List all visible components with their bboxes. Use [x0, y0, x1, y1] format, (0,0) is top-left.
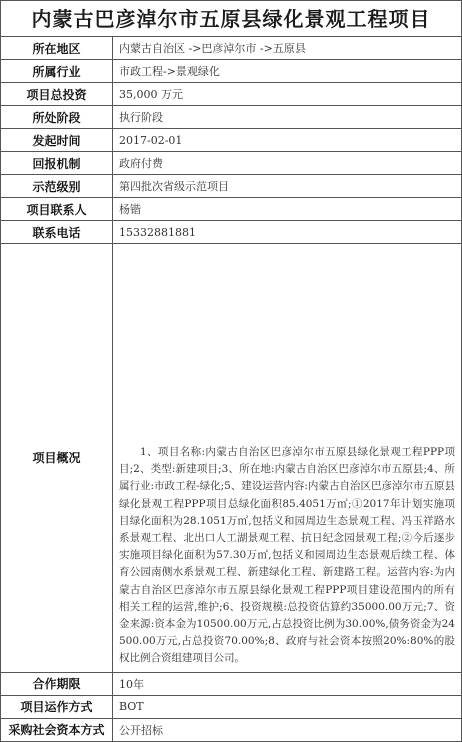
operation-mode-value: BOT — [113, 695, 462, 718]
industry-value: 市政工程->景观绿化 — [113, 60, 462, 83]
return-mechanism-label: 回报机制 — [1, 152, 113, 175]
stage-value: 执行阶段 — [113, 106, 462, 129]
total-investment-label: 项目总投资 — [1, 83, 113, 106]
table-row — [1, 152, 462, 175]
table-row — [1, 60, 462, 83]
total-investment-value: 35,000 万元 — [113, 83, 462, 106]
contact-phone-label: 联系电话 — [1, 221, 113, 244]
industry-label: 所属行业 — [1, 60, 113, 83]
overview-text: 1、项目名称:内蒙古自治区巴彦淖尔市五原县绿化景观工程PPP项目;2、类型:新建项目;3、所在地:内蒙古自治区巴彦淖尔市五原县;4、所属行业:市政工程-绿化;5、建设运营内容:内蒙古自治区巴彦淖尔市五原县绿化景观工程PPP项目总绿化面积85.4051万㎡;①2017年计划实施项目绿化面积为28.1051万㎡,包括义和园周边生态景观工程、冯玉祥路水系景观工程、北出口人工湖景观工程、抗日纪念园景观工程;②今后逐步实施项目绿化面积为57.30万㎡,包括义和园周边生态景观后续工程、体育公园南侧水系景观工程、新建绿化工程、新建路工程。运营内容:为内蒙古自治区巴彦淖尔市五原县绿化景观工程PPP项目建设范围内的所有相关工程的运营,维护;6、投资规模:总投资估算约35000.00万元;7、资金来源:资本金为10500.00万元,占总投资比例为30.00%,债务资金为24500.00万元,占总投资70.00%;8、政府与社会资本按照20%:80%的股权比例合资组建项目公司。 — [119, 446, 455, 665]
return-mechanism-value: 政府付费 — [113, 152, 462, 175]
table-row — [1, 198, 462, 221]
page-title: 内蒙古巴彦淖尔市五原县绿化景观工程项目 — [0, 0, 462, 36]
contact-person-label: 项目联系人 — [1, 198, 113, 221]
demo-level-label: 示范级别 — [1, 175, 113, 198]
table-row — [1, 37, 462, 60]
region-value: 内蒙古自治区 ->巴彦淖尔市 ->五原县 — [113, 37, 462, 60]
table-row — [1, 718, 462, 741]
region-label: 所在地区 — [1, 37, 113, 60]
stage-label: 所处阶段 — [1, 106, 113, 129]
contact-person-value: 杨锴 — [113, 198, 462, 221]
contact-phone-value: 15332881881 — [113, 221, 462, 244]
operation-mode-label: 项目运作方式 — [1, 695, 113, 718]
table-row — [1, 695, 462, 718]
launch-date-value: 2017-02-01 — [113, 129, 462, 152]
table-row — [1, 244, 462, 673]
table-row — [1, 106, 462, 129]
table-row — [1, 175, 462, 198]
procurement-method-value: 公开招标 — [113, 718, 462, 741]
table-row — [1, 129, 462, 152]
procurement-method-label: 采购社会资本方式 — [1, 718, 113, 741]
overview-label: 项目概况 — [1, 244, 113, 673]
cooperation-term-label: 合作期限 — [1, 672, 113, 695]
project-info-table — [0, 36, 462, 742]
cooperation-term-value: 10年 — [113, 672, 462, 695]
demo-level-value: 第四批次省级示范项目 — [113, 175, 462, 198]
launch-date-label: 发起时间 — [1, 129, 113, 152]
overview-cell — [113, 244, 462, 673]
table-row — [1, 221, 462, 244]
table-row — [1, 672, 462, 695]
table-row — [1, 83, 462, 106]
